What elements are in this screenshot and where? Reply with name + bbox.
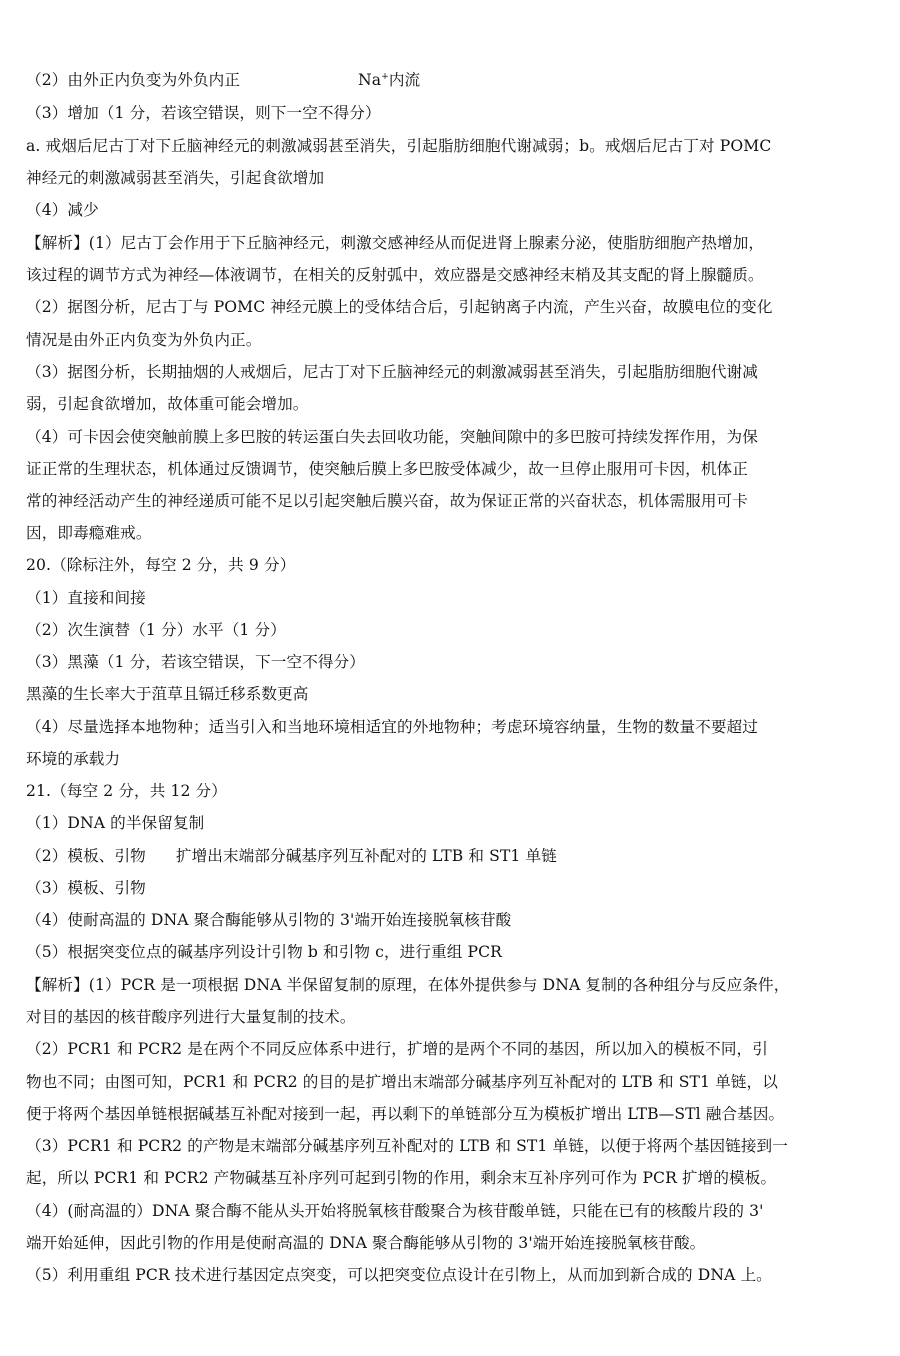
line-q21-analysis-4-cont: 端开始延伸，因此引物的作用是使耐高温的 DNA 聚合酶能够从引物的 3'端开始连接脱氧核苷酸。: [26, 1234, 706, 1252]
line-q19-2: [26, 70, 420, 90]
line-q20-2: （2）次生演替（1 分）水平（1 分）: [26, 621, 286, 639]
line-q19-3: （3）增加（1 分，若该空错误，则下一空不得分）: [26, 104, 381, 122]
q21-2-answer-b: 扩增出末端部分碱基序列互补配对的 LTB 和 ST1 单链: [175, 847, 557, 865]
line-q21-header: 21.（每空 2 分，共 12 分）: [26, 782, 227, 800]
line-q20-4: （4）尽量选择本地物种；适当引入和当地环境相适宜的外地物种；考虑环境容纳量，生物的数量不要超过: [26, 718, 758, 736]
line-q21-analysis-5: （5）利用重组 PCR 技术进行基因定点突变，可以把突变位点设计在引物上，从而加到新合成的 DNA 上。: [26, 1266, 772, 1284]
line-q20-header: 20.（除标注外，每空 2 分，共 9 分）: [26, 556, 296, 574]
line-q21-1: （1）DNA 的半保留复制: [26, 814, 205, 832]
line-q19-analysis-4-cont3: 因，即毒瘾难戒。: [26, 524, 152, 542]
line-q21-4: （4）使耐高温的 DNA 聚合酶能够从引物的 3'端开始连接脱氧核苷酸: [26, 911, 512, 929]
q19-2-answer-b: Na+内流: [358, 71, 421, 89]
line-q20-3-reason: 黑藻的生长率大于菹草且镉迁移系数更高: [26, 685, 309, 703]
line-q19-analysis-2-cont: 情况是由外正内负变为外负内正。: [26, 331, 262, 349]
line-q21-analysis-4: （4）(耐高温的）DNA 聚合酶不能从头开始将脱氧核苷酸聚合为核苷酸单链，只能在已有的核酸片段的 3': [26, 1202, 764, 1220]
line-q21-2: [26, 846, 557, 866]
line-q21-analysis-1-cont: 对目的基因的核苷酸序列进行大量复制的技术。: [26, 1008, 356, 1026]
line-q19-analysis-3: （3）据图分析，长期抽烟的人戒烟后，尼古丁对下丘脑神经元的刺激减弱甚至消失，引起脂肪细胞代谢减: [26, 363, 758, 381]
line-q21-analysis-1: 【解析】(1）PCR 是一项根据 DNA 半保留复制的原理，在体外提供参与 DNA 复制的各种组分与反应条件，: [26, 976, 790, 994]
line-q21-analysis-3: （3）PCR1 和 PCR2 的产物是末端部分碱基序列互补配对的 LTB 和 ST1 单链，以便于将两个基因链接到一: [26, 1137, 788, 1155]
q21-2-answer-a: （2）模板、引物: [26, 847, 146, 865]
line-q20-3: （3）黑藻（1 分，若该空错误，下一空不得分）: [26, 653, 365, 671]
line-q19-analysis-4-cont1: 证正常的生理状态，机体通过反馈调节，使突触后膜上多巴胺受体减少，故一旦停止服用可卡因，机体正: [26, 460, 748, 478]
line-q19-3-a-cont: 神经元的刺激减弱甚至消失，引起食欲增加: [26, 169, 325, 187]
line-q21-analysis-2: （2）PCR1 和 PCR2 是在两个不同反应体系中进行，扩增的是两个不同的基因，所以加入的模板不同，引: [26, 1040, 768, 1058]
line-q19-analysis-2: （2）据图分析，尼古丁与 POMC 神经元膜上的受体结合后，引起钠离子内流，产生兴奋，故膜电位的变化: [26, 298, 773, 316]
line-q20-1: （1）直接和间接: [26, 589, 146, 607]
line-q19-analysis-4-cont2: 常的神经活动产生的神经递质可能不足以引起突触后膜兴奋，故为保证正常的兴奋状态，机体需服用可卡: [26, 492, 748, 510]
line-q19-analysis-3-cont: 弱，引起食欲增加，故体重可能会增加。: [26, 395, 309, 413]
line-q21-analysis-2-cont2: 便于将两个基因单链根据碱基互补配对接到一起，再以剩下的单链部分互为模板扩增出 LTB—STl 融合基因。: [26, 1105, 785, 1123]
line-q19-4: （4）减少: [26, 201, 99, 219]
q19-2-answer-a: （2）由外正内负变为外负内正: [26, 71, 241, 89]
line-q19-analysis-4: （4）可卡因会使突触前膜上多巴胺的转运蛋白失去回收功能，突触间隙中的多巴胺可持续发挥作用，为保: [26, 428, 758, 446]
line-q19-analysis-1-cont: 该过程的调节方式为神经—体液调节，在相关的反射弧中，效应器是交感神经末梢及其支配的肾上腺髓质。: [26, 266, 764, 284]
line-q19-analysis-1: 【解析】(1）尼古丁会作用于下丘脑神经元，刺激交感神经从而促进肾上腺素分泌，使脂肪细胞产热增加，: [26, 234, 765, 252]
line-q20-4-cont: 环境的承载力: [26, 750, 121, 768]
line-q21-analysis-2-cont1: 物也不同；由图可知，PCR1 和 PCR2 的目的是扩增出末端部分碱基序列互补配对的 LTB 和 ST1 单链，以: [26, 1073, 778, 1091]
line-q21-3: （3）模板、引物: [26, 879, 146, 897]
line-q21-analysis-3-cont: 起，所以 PCR1 和 PCR2 产物碱基互补序列可起到引物的作用，剩余末互补序列可作为 PCR 扩增的模板。: [26, 1169, 777, 1187]
line-q19-3-a: a. 戒烟后尼古丁对下丘脑神经元的刺激减弱甚至消失，引起脂肪细胞代谢减弱；b。戒烟后尼古丁对 POMC: [26, 137, 772, 155]
line-q21-5: （5）根据突变位点的碱基序列设计引物 b 和引物 c，进行重组 PCR: [26, 943, 502, 961]
